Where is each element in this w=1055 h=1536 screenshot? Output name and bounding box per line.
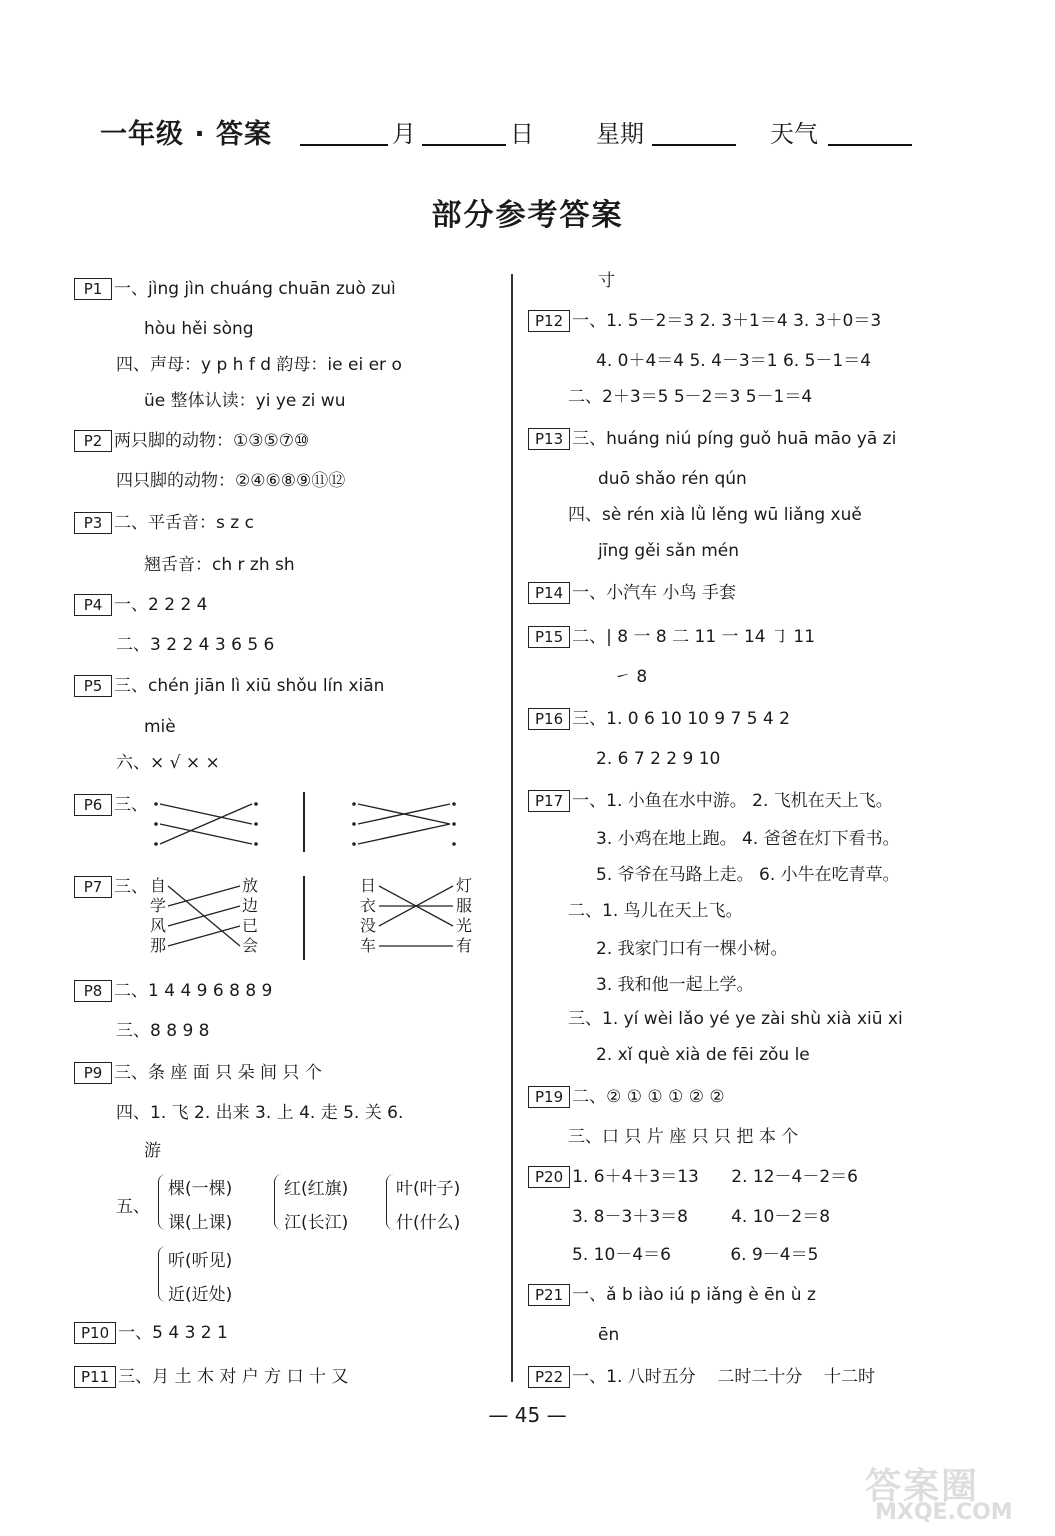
p17-line-3: 5. 爷爷在马路上走。 6. 小牛在吃青草。	[596, 865, 900, 885]
page-tag: P4	[74, 594, 112, 616]
p10-line-1: P10 一、5 4 3 2 1	[74, 1322, 228, 1344]
p20-line-3: 5. 10－4＝6 6. 9－4＝5	[572, 1245, 819, 1265]
page-tag: P2	[74, 430, 112, 452]
answer-page: 一年级 · 答案 月 日 星期 天气 部分参考答案 P1 一、jìng jìn chuáng chuān zuò zuì hòu hěi sòng 四、声母：y p h f d 韵母：ie ei er o üe 整体认读：yi ye zi wu P2 两只脚的动物：①③⑤⑦⑩ 四只脚的动物：②④⑥⑧⑨⑪⑫ P3 二、平舌音：s z c 翘舌音：ch r zh sh P4 一、2 2 2 4 二、3 2 2 4 3 6 5 6 P5 三、chén jiān lì xiū shǒu lín xiān miè 六、× √ × × P6 三、 P7 三、 自 学 风 那 放 边 已 会 日 衣 没 车 灯 服 光 有 P8 二、1 4 4 9 6 8 8 9 三、8 8 9 8 P9 三、条 座 面 只 朵 间 只 个 四、1. 飞 2. 出来 3. 上 4. 走 5. 关 6. 游 五、 棵(一棵) 课(上课) 红(红旗) 江(长江) 叶(叶子) 什(什么) 听(听见) 近(近处) P10 一、5 4 3 2 1 P11 三、月 土 木 对 户 方 口 十 又 寸 P12 一、1. 5－2＝3 2. 3＋1＝4 3. 3＋0＝3 4. 0＋4＝4 5. 4－3＝1 6. 5－1＝4 二、2＋3＝5 5－2＝3 5－1＝4 P13 三、huáng niú píng guǒ huā māo yā zi duō shǎo rén qún 四、sè rén xià lǜ lěng wū liǎng xuě jīng gěi sǎn mén P14 一、小汽车 小鸟 手套 P15 二、| 8 一 8 二 11 一 14 ㇆ 11 ㇀ 8 P16 三、1. 0 6 10 10 9 7 5 4 2 2. 6 7 2 2 9 10 P17 一、1. 小鱼在水中游。 2. 飞机在天上飞。 3. 小鸡在地上跑。 4. 爸爸在灯下看书。 5. 爷爷在马路上走。 6. 小牛在吃青草。 二、1. 鸟儿在天上飞。 2. 我家门口有一棵小树。 3. 我和他一起上学。 三、1. yí wèi lǎo yé ye zài shù xià xiū xi 2. xǐ què xià de fēi zǒu le P19 二、② ① ① ① ② ② 三、口 只 片 座 只 只 把 本 个 P20 1. 6＋4＋3＝13 2. 12－4－2＝6 3. 8－3＋3＝8 4. 10－2＝8 5. 10－4＝6 6. 9－4＝5 P21 一、ǎ b iào iú p iǎng è ēn ù z ēn P22 一、1. 八时五分 二时二十分 十二时 — 45 — 答案圈 MXQE.COM	[0, 0, 1055, 1536]
p7-match-lines-right	[377, 876, 457, 958]
p7-left-words-b: 放 边 已 会	[242, 876, 259, 955]
page-tag: P8	[74, 980, 112, 1002]
weather-label: 天气	[770, 120, 818, 148]
watermark-text: 答案圈	[865, 1466, 980, 1507]
p3-line-1: P3 二、平舌音：s z c	[74, 512, 254, 534]
month-label: 月	[392, 120, 416, 148]
page-tag: P21	[528, 1284, 570, 1306]
watermark-logo	[865, 1458, 1035, 1528]
page-tag: P11	[74, 1366, 116, 1388]
p5-line-1: P5 三、chén jiān lì xiū shǒu lín xiān	[74, 675, 384, 697]
p16-line-1: P16 三、1. 0 6 10 10 9 7 5 4 2	[528, 708, 790, 730]
p8-line-2: 三、8 8 9 8	[116, 1021, 210, 1041]
p2-line-2: 四只脚的动物：②④⑥⑧⑨⑪⑫	[116, 471, 346, 491]
grade-label: 一年级 · 答案	[100, 119, 273, 150]
page-tag: P10	[74, 1322, 116, 1344]
p2-line-1: P2 两只脚的动物：①③⑤⑦⑩	[74, 430, 309, 452]
p7-left-words-a: 自 学 风 那	[150, 876, 167, 955]
p13-line-1: P13 三、huáng niú píng guǒ huā māo yā zi	[528, 428, 896, 450]
page-tag: P14	[528, 582, 570, 604]
p1-line-2: hòu hěi sòng	[144, 319, 254, 339]
p12-line-2: 4. 0＋4＝4 5. 4－3＝1 6. 5－1＝4	[596, 351, 872, 371]
p4-line-2: 二、3 2 2 4 3 6 5 6	[116, 635, 275, 655]
p14-line-1: P14 一、小汽车 小鸟 手套	[528, 582, 736, 604]
p6-match-lines-right	[350, 798, 460, 850]
day-blank	[422, 144, 506, 146]
p12-line-1: P12 一、1. 5－2＝3 2. 3＋1＝4 3. 3＋0＝3	[528, 310, 881, 332]
p7-match-lines-left	[166, 876, 244, 958]
weekday-label: 星期	[596, 120, 644, 148]
page-tag: P3	[74, 512, 112, 534]
p7-separator	[303, 876, 305, 960]
page-header	[100, 112, 940, 152]
p13-line-3: 四、sè rén xià lǜ lěng wū liǎng xuě	[568, 505, 862, 525]
page-number: — 45 —	[488, 1403, 567, 1427]
p19-line-1: P19 二、② ① ① ① ② ②	[528, 1086, 725, 1108]
right-top-line: 寸	[598, 271, 615, 291]
p20-line-1: P20 1. 6＋4＋3＝13 2. 12－4－2＝6	[528, 1166, 858, 1188]
p8-line-1: P8 二、1 4 4 9 6 8 8 9	[74, 980, 272, 1002]
p13-line-4: jīng gěi sǎn mén	[598, 541, 740, 561]
p17-line-7: 三、1. yí wèi lǎo yé ye zài shù xià xiū xi	[568, 1009, 903, 1029]
p12-line-3: 二、2＋3＝5 5－2＝3 5－1＝4	[568, 387, 813, 407]
page-tag: P6	[74, 794, 112, 816]
p9-line-2: 四、1. 飞 2. 出来 3. 上 4. 走 5. 关 6.	[116, 1103, 404, 1123]
p4-line-1: P4 一、2 2 2 4	[74, 594, 207, 616]
page-tag: P16	[528, 708, 570, 730]
p17-line-1: P17 一、1. 小鱼在水中游。 2. 飞机在天上飞。	[528, 790, 893, 812]
page-tag: P12	[528, 310, 570, 332]
p11-line-1: P11 三、月 土 木 对 户 方 口 十 又	[74, 1366, 348, 1388]
page-tag: P19	[528, 1086, 570, 1108]
p13-line-2: duō shǎo rén qún	[598, 469, 747, 489]
p22-line-1: P22 一、1. 八时五分 二时二十分 十二时	[528, 1366, 875, 1388]
p15-line-2: ㇀ 8	[614, 667, 648, 687]
watermark-url: MXQE.COM	[875, 1500, 1013, 1525]
p19-line-2: 三、口 只 片 座 只 只 把 本 个	[568, 1127, 799, 1147]
p6-match-lines-left	[152, 798, 262, 850]
p6-line-1: P6 三、	[74, 794, 148, 816]
page-tag: P17	[528, 790, 570, 812]
weekday-blank	[652, 144, 736, 146]
page-tag: P13	[528, 428, 570, 450]
page-tag: P20	[528, 1166, 570, 1188]
page-tag: P1	[74, 278, 112, 300]
weather-blank	[828, 144, 912, 146]
p17-line-2: 3. 小鸡在地上跑。 4. 爸爸在灯下看书。	[596, 829, 900, 849]
page-tag: P15	[528, 626, 570, 648]
page-tag: P5	[74, 675, 112, 697]
p1-line-3: 四、声母：y p h f d 韵母：ie ei er o	[116, 355, 402, 375]
p6-separator	[303, 792, 305, 852]
p21-line-1: P21 一、ǎ b iào iú p iǎng è ēn ù z	[528, 1284, 816, 1306]
p5-line-3: 六、× √ × ×	[116, 753, 220, 773]
p20-line-2: 3. 8－3＋3＝8 4. 10－2＝8	[572, 1207, 831, 1227]
p6-match-right	[350, 798, 460, 854]
p21-line-2: ēn	[598, 1325, 620, 1345]
p17-line-4: 二、1. 鸟儿在天上飞。	[568, 901, 743, 921]
page-tag: P7	[74, 876, 112, 898]
p7-line-1: P7 三、	[74, 876, 148, 898]
page-tag: P22	[528, 1366, 570, 1388]
page-title: 部分参考答案	[431, 198, 624, 233]
p1-line-1: P1 一、jìng jìn chuáng chuān zuò zuì	[74, 278, 396, 300]
p7-right-words-a: 日 衣 没 车	[360, 876, 377, 955]
day-label: 日	[510, 120, 534, 148]
p5-line-2: miè	[144, 717, 176, 737]
month-blank	[300, 144, 388, 146]
p17-line-8: 2. xǐ què xià de fēi zǒu le	[596, 1045, 810, 1065]
p9-line-4: 五、	[116, 1197, 150, 1217]
p7-right-words-b: 灯 服 光 有	[456, 876, 473, 955]
p9-line-1: P9 三、条 座 面 只 朵 间 只 个	[74, 1062, 322, 1084]
p9-line-3: 游	[144, 1141, 161, 1161]
p16-line-2: 2. 6 7 2 2 9 10	[596, 749, 721, 769]
p15-line-1: P15 二、| 8 一 8 二 11 一 14 ㇆ 11	[528, 626, 815, 648]
p17-line-6: 3. 我和他一起上学。	[596, 975, 754, 995]
p3-line-2: 翘舌音：ch r zh sh	[144, 555, 295, 575]
page-tag: P9	[74, 1062, 112, 1084]
p6-match-left	[152, 798, 262, 854]
p1-line-4: üe 整体认读：yi ye zi wu	[144, 391, 346, 411]
column-divider	[511, 274, 513, 1382]
p17-line-5: 2. 我家门口有一棵小树。	[596, 939, 788, 959]
